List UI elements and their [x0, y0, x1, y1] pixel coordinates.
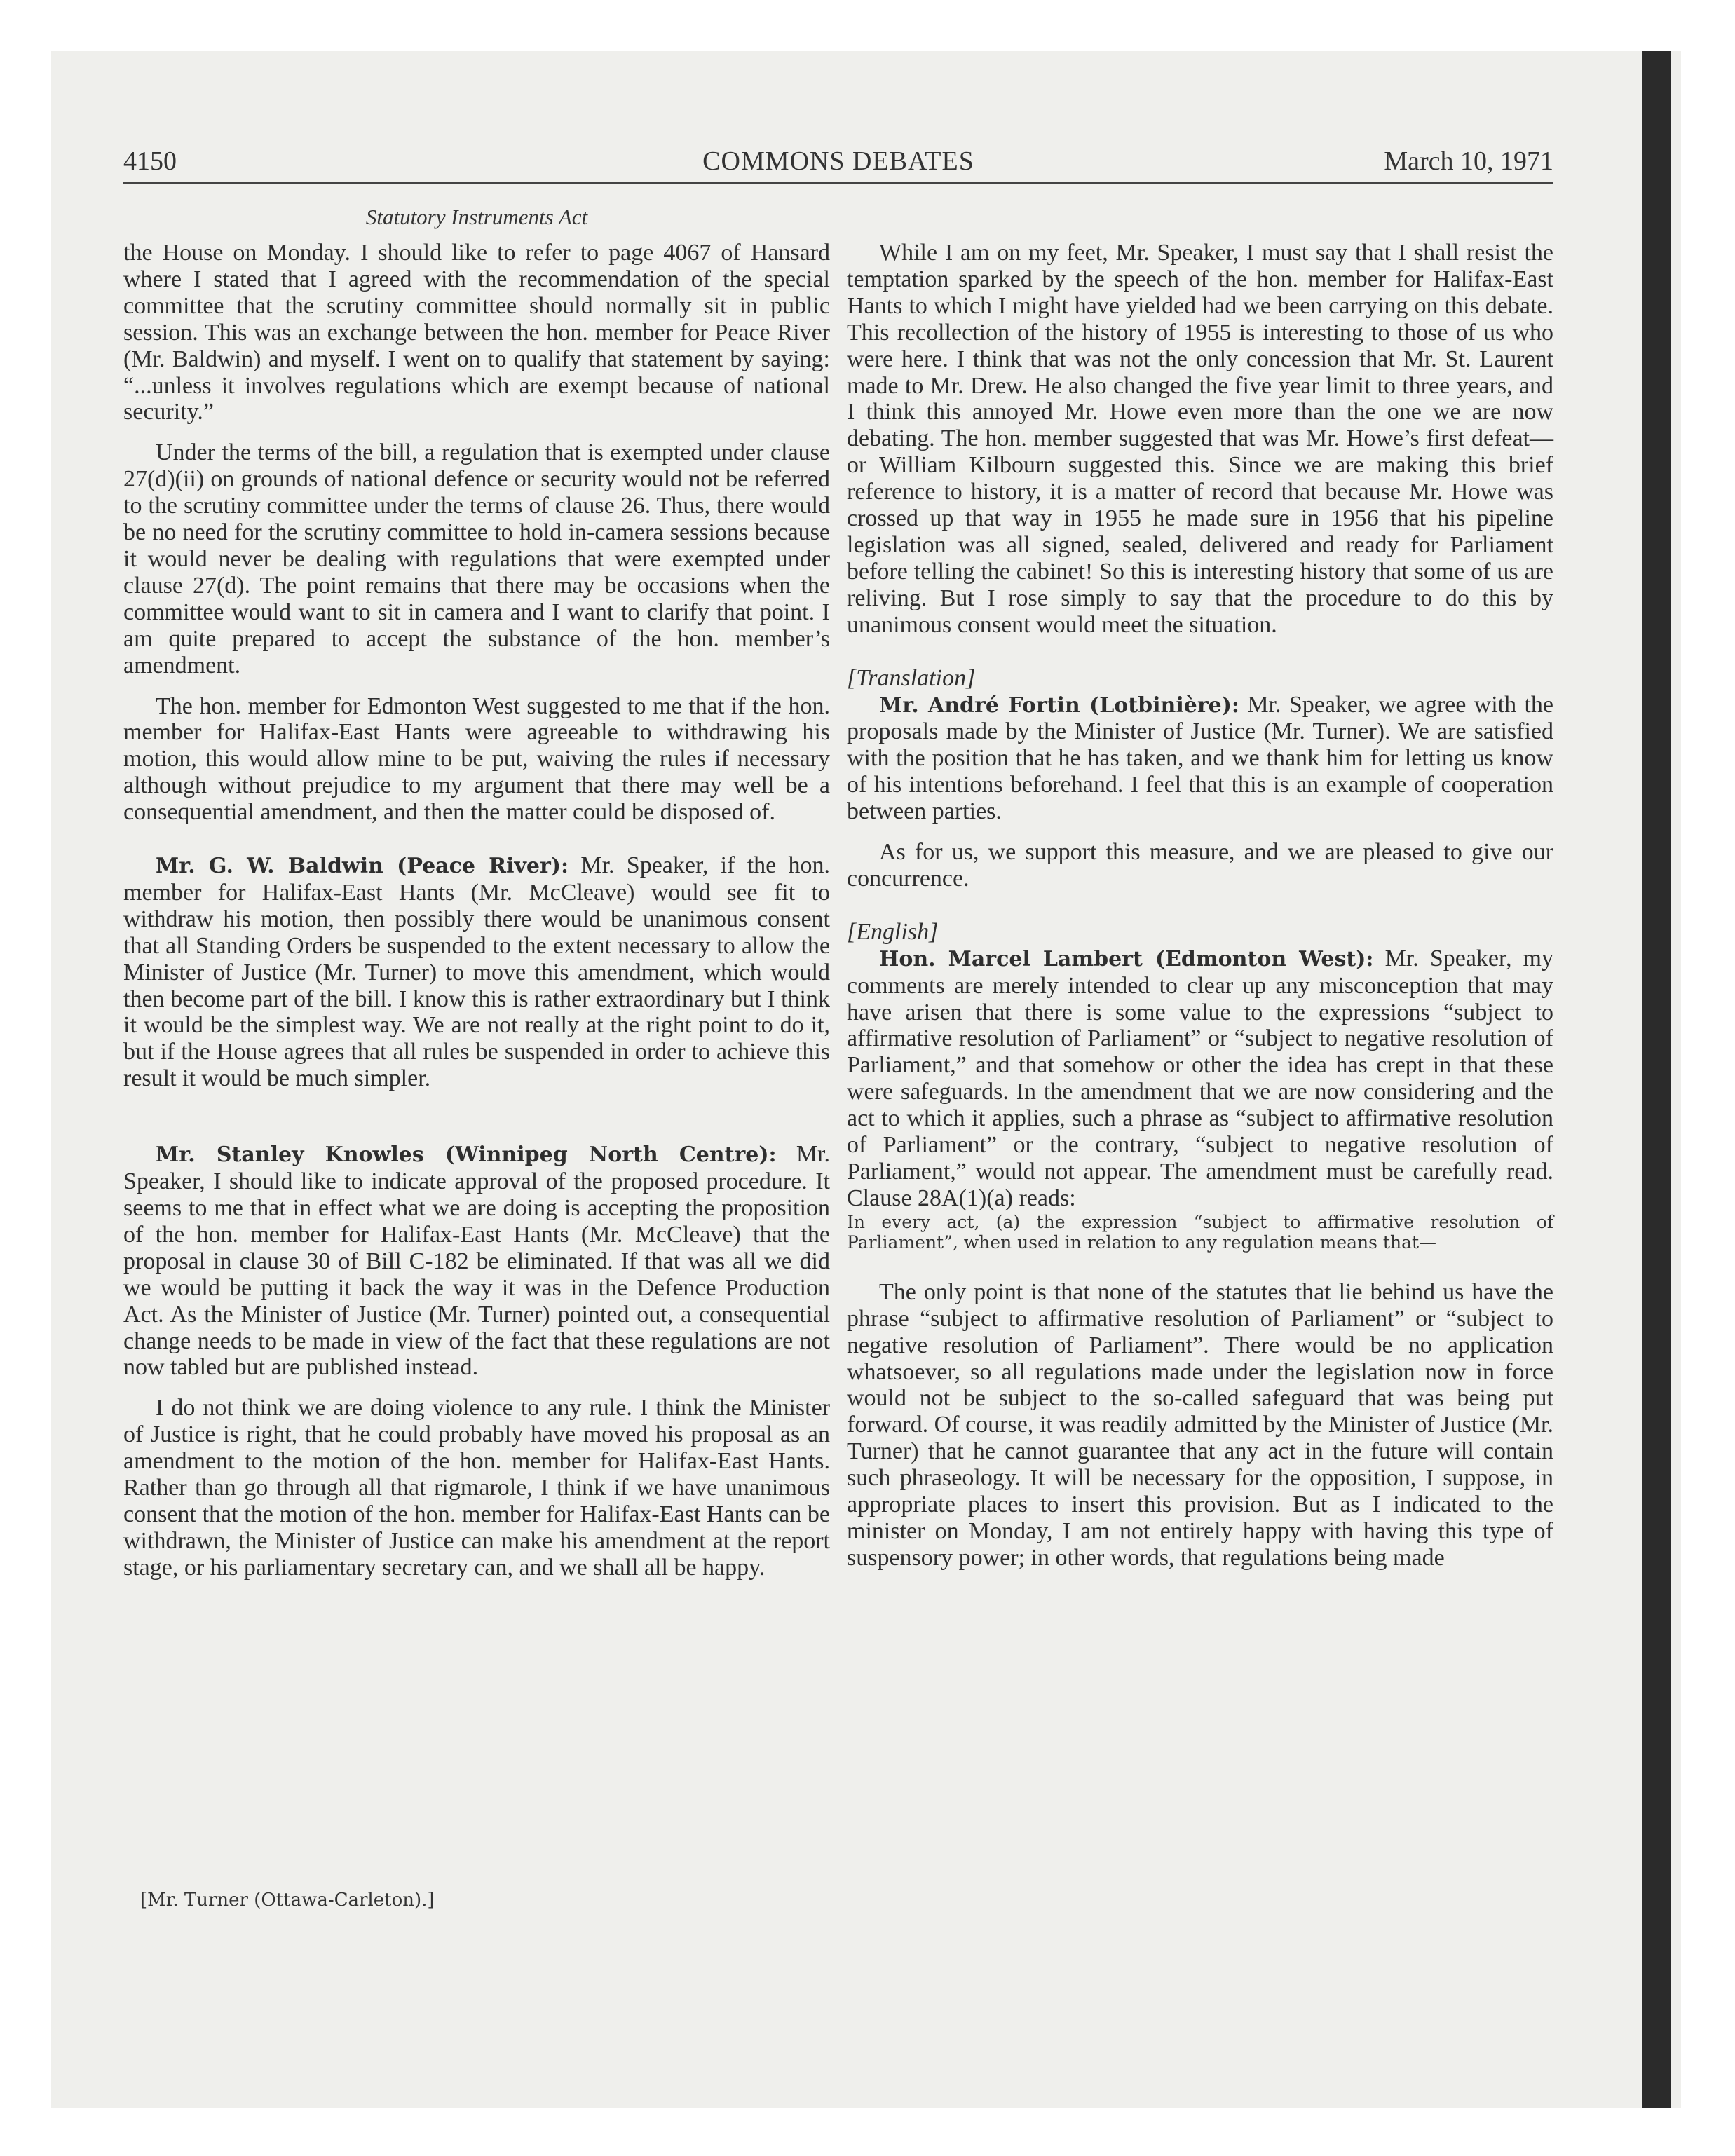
right-column	[847, 240, 1553, 1571]
issue-date: March 10, 1971	[1384, 146, 1553, 176]
footer-note: [Mr. Turner (Ottawa-Carleton).]	[140, 1890, 435, 1911]
speaker-name: Mr. André Fortin (Lotbinière):	[879, 692, 1239, 718]
speaker-name: Hon. Marcel Lambert (Edmonton West):	[879, 946, 1374, 971]
speaker-name: Mr. Stanley Knowles (Winnipeg North Centre):	[156, 1142, 777, 1168]
speech-text: Mr. Speaker, if the hon. member for Halifax-East Hants (Mr. McCleave) would see fit to withdraw his motion, then possibly there would be unanimous consent that all Standing Orders be suspended to the extent necessary to allow the Minister of Justice (Mr. Turner) to move this amendment, which would then become part of the bill. I know this is rather extraordinary but I think it would be the simplest way. We are not really at the right point to do it, but if the House agrees that all rules be suspended in order to achieve this result it would be much simpler.	[123, 852, 830, 1092]
paragraph: The hon. member for Edmonton West suggested to me that if the hon. member for Halifax-East Hants were agreeable to withdrawing his motion, this would allow mine to be put, waiving the rules if necessary although without prejudice to my argument that there may well be a consequential amendment, and then the matter could be disposed of.	[123, 692, 830, 826]
paragraph: While I am on my feet, Mr. Speaker, I must say that I shall resist the temptation sparked by the speech of the hon. member for Halifax-East Hants to which I might have yielded had we been carrying on this debate. This recollection of the history of 1955 is interesting to those of us who were here. I think that was not the only concession that Mr. St. Laurent made to Mr. Drew. He also changed the five year limit to three years, and I think this annoyed Mr. Howe even more than the one we are now debating. The hon. member suggested that was Mr. Howe’s first defeat—or William Kilbourn suggested this. Since we are making this brief reference to history, it is a matter of record that because Mr. Howe was crossed up that way in 1955 he made sure in 1956 that his pipeline legislation was all signed, sealed, delivered and ready for Parliament before telling the cabinet! So this is interesting history that some of us are reliving. But I rose simply to say that the procedure to do this by unanimous consent would meet the situation.	[847, 240, 1553, 638]
translation-tag: [Translation]	[847, 664, 976, 691]
paragraph: As for us, we support this measure, and we are pleased to give our concurrence.	[847, 839, 1553, 892]
paragraph: Under the terms of the bill, a regulation that is exempted under clause 27(d)(ii) on grounds of national defence or security would not be referred to the scrutiny committee under the terms of clause 26. Thus, there would be no need for the scrutiny committee to hold in-camera sessions because it would never be dealing with regulations that were exempted under clause 27(d). The point remains that there may be occasions when the committee would want to sit in camera and I want to clarify that point. I am quite prepared to accept the substance of the hon. member’s amendment.	[123, 439, 830, 678]
speech	[847, 946, 1553, 1212]
page-header	[123, 146, 1553, 184]
paragraph: I do not think we are doing violence to any rule. I think the Minister of Justice is right, that he could probably have moved his proposal as an amendment to the motion of the hon. member for Halifax-East Hants. Rather than go through all that rigmarole, I think if we have unanimous consent that the motion of the hon. member for Halifax-East Hants can be withdrawn, the Minister of Justice can make his amendment at the report stage, or his parliamentary secretary can, and we shall all be happy.	[123, 1395, 830, 1581]
speech-text: Mr. Speaker, I should like to indicate approval of the proposed procedure. It seems to me that in effect what we are doing is accepting the proposition of the hon. member for Halifax-East Hants (Mr. McCleave) that the proposal in clause 30 of Bill C-182 be eliminated. If that was all we did we would be putting it back the way it was in the Defence Production Act. As the Minister of Justice (Mr. Turner) pointed out, a consequential change needs to be made in view of the fact that these regulations are not now tabled but are published instead.	[123, 1141, 830, 1381]
speech	[123, 852, 830, 1092]
page-number: 4150	[123, 146, 177, 176]
speech	[847, 692, 1553, 826]
scan-edge-bar	[1642, 51, 1671, 2108]
publication-title: COMMONS DEBATES	[702, 146, 974, 176]
speaker-name: Mr. G. W. Baldwin (Peace River):	[156, 854, 569, 879]
speech-text: Mr. Speaker, my comments are merely intended to clear up any misconception that may have arisen that there is some value to the expressions “subject to affirmative resolution of Parliament” or “subject to negative resolution of Parliament,” and that somehow or other the idea has crept in that these were safeguards. In the amendment that we are now considering and the act to which it applies, such a phrase as “subject to affirmative resolution of Parliament” or the contrary, “subject to negative resolution of Parliament,” would not appear. The amendment must be carefully read. Clause 28A(1)(a) reads:	[847, 945, 1553, 1211]
block-quote: In every act, (a) the expression “subject to affirmative resolution of Parliament”, when used in relation to any regulation means that—	[847, 1211, 1553, 1253]
left-column	[123, 240, 830, 1581]
speech	[123, 1141, 830, 1381]
running-head: Statutory Instruments Act	[365, 205, 588, 229]
speech-text: Mr. Speaker, we agree with the proposals made by the Minister of Justice (Mr. Turner). We are satisfied with the position that he has taken, and we thank him for letting us know of his intentions beforehand. I feel that this is an example of cooperation between parties.	[847, 691, 1553, 825]
english-tag: [English]	[847, 918, 939, 945]
paragraph: the House on Monday. I should like to refer to page 4067 of Hansard where I stated that I agreed with the recommendation of the special committee that the scrutiny committee should normally sit in public session. This was an exchange between the hon. member for Peace River (Mr. Baldwin) and myself. I went on to qualify that statement by saying: “...unless it involves regulations which are exempt because of national security.”	[123, 240, 830, 425]
paragraph: The only point is that none of the statutes that lie behind us have the phrase “subject to affirmative resolution of Parliament” or “subject to negative resolution of Parliament”. There would be no application whatsoever, so all regulations made under the legislation now in force would not be subject to the so-called safeguard that was being put forward. Of course, it was readily admitted by the Minister of Justice (Mr. Turner) that he cannot guarantee that any act in the future will contain such phraseology. It will be necessary for the opposition, I suppose, in appropriate places to insert this provision. But as I indicated to the minister on Monday, I am not entirely happy with having this type of suspensory power; in other words, that regulations being made	[847, 1278, 1553, 1571]
